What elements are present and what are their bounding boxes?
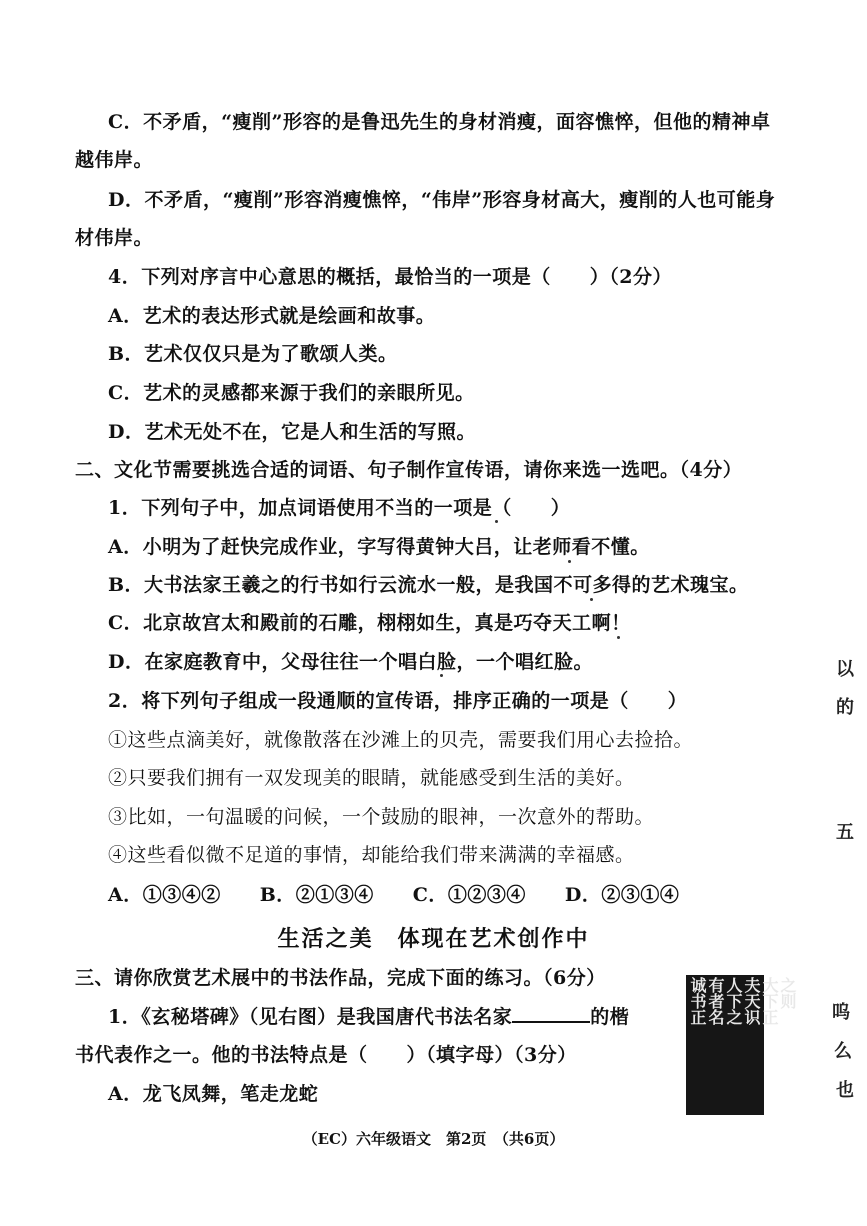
question-4: 4．下列对序言中心意思的概括，最恰当的一项是（ ）（2分） — [108, 266, 672, 288]
edge-mark: 也 — [836, 1080, 854, 1101]
s2-q1-option-d: D．在家庭教育中，父母往往一个唱白脸，一个唱红脸。 — [108, 651, 593, 673]
s2-q1-option-a: A．小明为了赶快完成作业，字写得黄钟大吕，让老师看不懂。 — [108, 536, 650, 558]
q4-option-b: B．艺术仅仅只是为了歌颂人类。 — [108, 343, 398, 365]
calligraphy-rubbing-image — [686, 975, 797, 1115]
option-d-line-1: D．不矛盾，“瘦削”形容消瘦憔悴，“伟岸”形容身材高大，瘦削的人也可能身 — [108, 189, 776, 211]
option-c-line-1: C．不矛盾，“瘦削”形容的是鲁迅先生的身材消瘦，面容憔悴，但他的精神卓 — [108, 111, 771, 133]
q4-option-a: A．艺术的表达形式就是绘画和故事。 — [108, 305, 436, 327]
option-c-line-2: 越伟岸。 — [75, 149, 154, 171]
emphasis-dot — [495, 520, 498, 523]
emphasis-dot — [617, 636, 620, 639]
emphasis-dot — [568, 560, 571, 563]
sentence-3: ③比如，一句温暖的问候，一个鼓励的眼神，一次意外的帮助。 — [108, 806, 655, 828]
calligraphy-column: 夫天识 — [742, 977, 761, 1025]
s3-q1-option-a: A．龙飞凤舞，笔走龙蛇 — [108, 1083, 319, 1105]
option-d-line-2: 材伟岸。 — [75, 227, 154, 249]
emphasis-dot — [590, 598, 593, 601]
q4-option-d: D．艺术无处不在，它是人和生活的写照。 — [108, 421, 476, 443]
emphasis-dot — [440, 674, 443, 677]
s3-q1-text-before: 1．《玄秘塔碑》（见右图）是我国唐代书法名家 — [108, 1006, 513, 1028]
s2-q2-options: A．①③④② B．②①③④ C．①②③④ D．②③①④ — [108, 884, 680, 906]
s2-question-2: 2．将下列句子组成一段通顺的宣传语，排序正确的一项是（ ） — [108, 690, 688, 712]
answer-blank[interactable] — [512, 1005, 590, 1023]
s2-q1-option-b: B．大书法家王羲之的行书如行云流水一般，是我国不可多得的艺术瑰宝。 — [108, 574, 749, 596]
edge-mark: 呜 — [832, 1002, 850, 1023]
calligraphy-column: 大下正 — [760, 977, 779, 1025]
s3-q1-text-after: 的楷 — [590, 1006, 630, 1028]
section-3-heading: 三、请你欣赏艺术展中的书法作品，完成下面的练习。（6分） — [75, 967, 606, 989]
sentence-1: ①这些点滴美好，就像散落在沙滩上的贝壳，需要我们用心去捡拾。 — [108, 729, 694, 751]
sentence-4: ④这些看似微不足道的事情，却能给我们带来满满的幸福感。 — [108, 844, 635, 866]
s3-question-1-line-2: 书代表作之一。他的书法特点是（ ）（填字母）（3分） — [75, 1044, 577, 1066]
calligraphy-column: 诚书正 — [688, 977, 707, 1025]
edge-mark: 的 — [836, 697, 854, 718]
calligraphy-column: 人下之 — [724, 977, 743, 1025]
page-footer: （EC）六年级语文 第2页 （共6页） — [302, 1130, 565, 1148]
s2-question-1: 1．下列句子中，加点词语使用不当的一项是（ ） — [108, 497, 571, 519]
q4-option-c: C．艺术的灵感都来源于我们的亲眼所见。 — [108, 382, 475, 404]
calligraphy-column: 之则 — [778, 977, 797, 1009]
edge-mark: 五 — [836, 822, 854, 843]
section-2-heading: 二、文化节需要挑选合适的词语、句子制作宣传语，请你来选一选吧。（4分） — [75, 459, 743, 481]
s3-question-1-line-1 — [108, 1005, 629, 1029]
calligraphy-column: 有者名 — [706, 977, 725, 1025]
s2-q1-option-c: C．北京故宫太和殿前的石雕，栩栩如生，真是巧夺天工啊！ — [108, 612, 631, 634]
sentence-2: ②只要我们拥有一双发现美的眼睛，就能感受到生活的美好。 — [108, 767, 635, 789]
edge-mark: 么 — [834, 1041, 852, 1062]
section-title: 生活之美 体现在艺术创作中 — [277, 926, 590, 952]
edge-mark: 以 — [836, 659, 854, 680]
